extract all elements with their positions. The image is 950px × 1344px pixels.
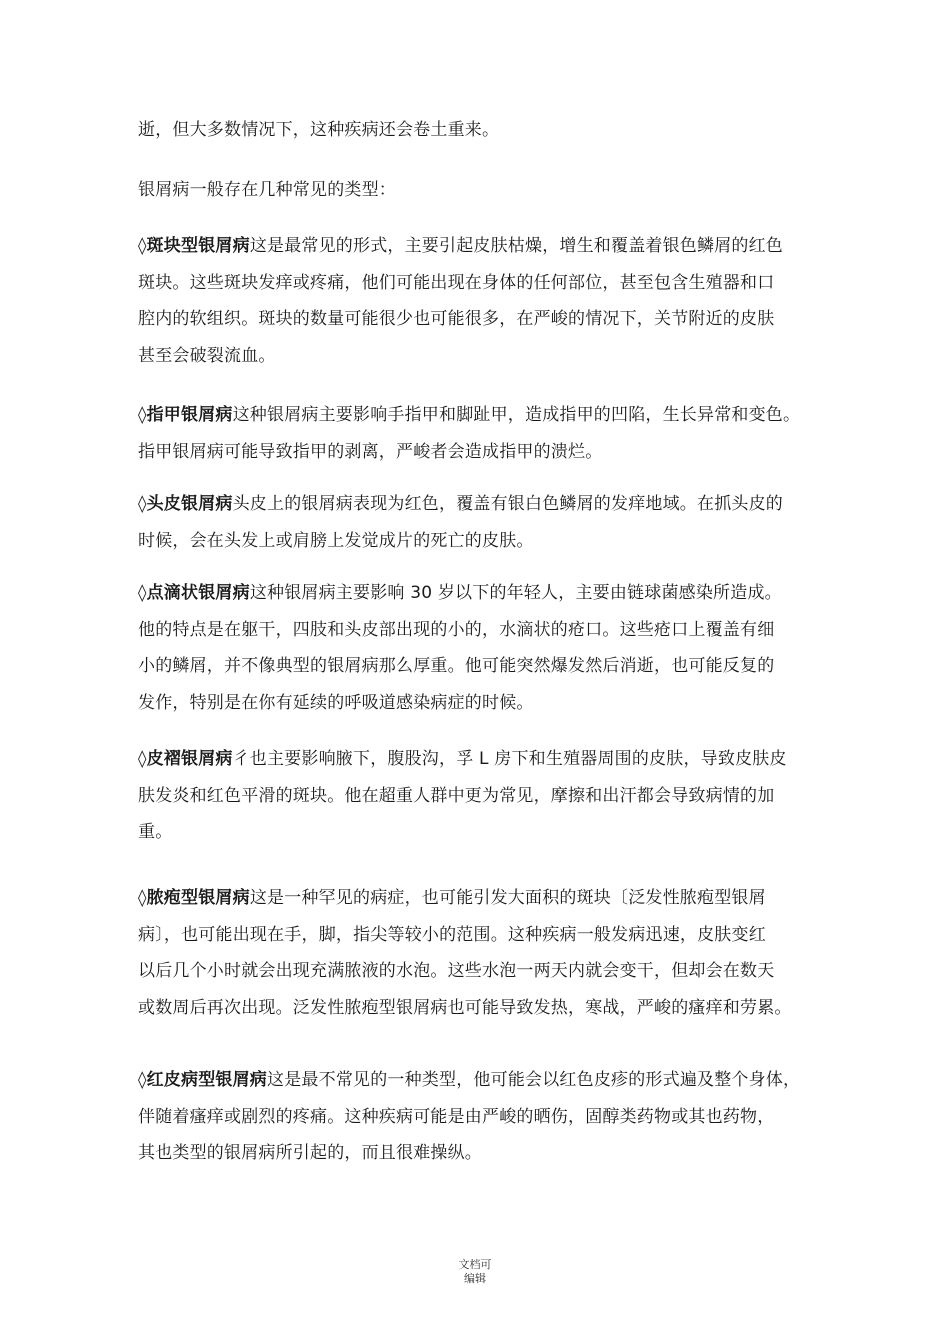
paragraph-line: 时候，会在头发上或肩膀上发觉成片的死亡的皮肤。 — [138, 530, 534, 551]
paragraph-plaque-psoriasis — [138, 228, 838, 374]
paragraph-line: 其也类型的银屑病所引起的，而且很难操纵。 — [138, 1143, 482, 1163]
paragraph-line: 腔内的软组织。斑块的数量可能很少也可能很多，在严峻的情况下，关节附近的皮肤 — [138, 309, 775, 329]
diamond-bullet-icon: ◊ — [138, 888, 147, 908]
paragraph-line: 发作，特别是在你有延续的呼吸道感染病症的时候。 — [138, 692, 534, 713]
paragraph-guttate-psoriasis — [138, 575, 838, 721]
paragraph-line: 逝，但大多数情况下，这种疾病还会卷土重来。 — [138, 120, 500, 140]
term-heading: 指甲银屑病 — [146, 405, 233, 425]
diamond-bullet-icon: ◊ — [138, 494, 147, 514]
paragraph-line: 银屑病一般存在几种常见的类型： — [138, 180, 396, 200]
paragraph-line-text: 这种银屑病主要影响 30 岁以下的年轻人，主要由链球菌感染所造成。 — [249, 583, 782, 603]
paragraph-first-line — [138, 228, 838, 265]
paragraph-line-text: 彳也主要影响腋下，腹股沟，孚 L 房下和生殖器周围的皮肤，导致皮肤皮 — [232, 749, 787, 769]
term-heading: 点滴状银屑病 — [146, 583, 250, 603]
term-heading: 脓疱型银屑病 — [146, 888, 250, 908]
paragraph-line: 肤发炎和红色平滑的斑块。他在超重人群中更为常见，摩擦和出汗都会导致病情的加 — [138, 785, 775, 806]
paragraph-nail-psoriasis — [138, 397, 838, 470]
page-footer — [0, 1258, 950, 1286]
paragraph-line: 重。 — [138, 822, 173, 842]
paragraph-line: 指甲银屑病可能导致指甲的剥离，严峻者会造成指甲的溃烂。 — [138, 441, 603, 462]
paragraph-first-line — [138, 486, 838, 523]
paragraph-first-line — [138, 575, 838, 612]
diamond-bullet-icon: ◊ — [138, 405, 147, 425]
paragraph-line-text: 这是最不常见的一种类型，他可能会以红色皮疹的形式遍及整个身体， — [267, 1070, 801, 1090]
paragraph-pustular-psoriasis — [138, 880, 838, 1026]
footer-line: 编辑 — [464, 1272, 486, 1285]
paragraph-line: 斑块。这些斑块发痒或疼痛，他们可能出现在身体的任何部位，甚至包含生殖器和口 — [138, 272, 775, 293]
paragraph-first-line — [138, 880, 838, 917]
diamond-bullet-icon: ◊ — [138, 749, 147, 769]
term-heading: 红皮病型银屑病 — [146, 1070, 268, 1090]
paragraph-first-line — [138, 741, 838, 778]
footer-line: 文档可 — [458, 1258, 492, 1271]
paragraph-inverse-psoriasis — [138, 741, 838, 851]
term-heading: 斑块型银屑病 — [146, 236, 250, 256]
paragraph-erythrodermic-psoriasis — [138, 1062, 838, 1172]
paragraph-line: 他的特点是在躯干，四肢和头皮部出现的小的，水滴状的疮口。这些疮口上覆盖有细 — [138, 619, 775, 640]
paragraph-line-text: 头皮上的银屑病表现为红色，覆盖有银白色鳞屑的发痒地域。在抓头皮的 — [232, 494, 784, 514]
paragraph-scalp-psoriasis — [138, 486, 838, 559]
paragraph-line-text: 这种银屑病主要影响手指甲和脚趾甲，造成指甲的凹陷，生长异常和变色。 — [232, 405, 801, 425]
paragraph-line-text: 这是最常见的形式，主要引起皮肤枯燥，增生和覆盖着银色鳞屑的红色 — [249, 236, 784, 256]
paragraph-intro-continuation — [138, 112, 838, 149]
diamond-bullet-icon: ◊ — [138, 1070, 147, 1090]
term-heading: 皮褶银屑病 — [146, 749, 233, 769]
paragraph-line: 以后几个小时就会出现充满脓液的水泡。这些水泡一两天内就会变干，但却会在数天 — [138, 961, 775, 981]
paragraph-line: 甚至会破裂流血。 — [138, 345, 276, 366]
paragraph-line: 小的鳞屑，并不像典型的银屑病那么厚重。他可能突然爆发然后消逝，也可能反复的 — [138, 656, 775, 676]
diamond-bullet-icon: ◊ — [138, 583, 147, 603]
paragraph-line: 病〕，也可能出现在手，脚，指尖等较小的范围。这种疾病一般发病迅速，皮肤变红 — [138, 924, 766, 945]
paragraph-first-line — [138, 397, 838, 434]
paragraph-line: 伴随着瘙痒或剧烈的疼痛。这种疾病可能是由严峻的晒伤，固醇类药物或其也药物， — [138, 1106, 775, 1127]
paragraph-first-line — [138, 1062, 838, 1099]
diamond-bullet-icon: ◊ — [138, 236, 147, 256]
paragraph-line: 或数周后再次出现。泛发性脓疱型银屑病也可能导致发热，寒战，严峻的瘙痒和劳累。 — [138, 997, 792, 1018]
paragraph-line-text: 这是一种罕见的病症，也可能引发大面积的斑块〔泛发性脓疱型银屑 — [249, 888, 766, 908]
term-heading: 头皮银屑病 — [146, 494, 233, 514]
paragraph-types-intro — [138, 172, 838, 209]
